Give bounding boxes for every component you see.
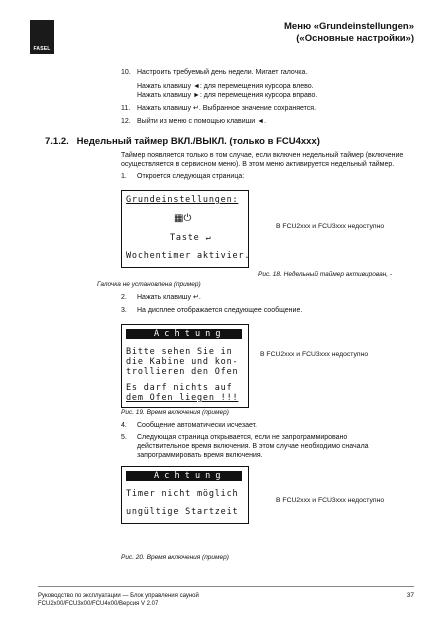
step-number: 1. [121,173,127,180]
lcd-line: Bitte sehen Sie in [126,347,233,357]
lcd-screen-settings [121,190,249,268]
figure-caption: Галочка не установлена (пример) [97,281,201,288]
lcd-line: Taste ↵ [170,233,212,243]
step-text: Следующая страница открывается, если не запрограммировано [137,434,348,441]
footer-text [38,592,199,608]
step-number: 11. [121,105,131,112]
step-text: Нажать клавишу ►: для перемещения курсора вправо. [137,92,318,99]
step-number: 3. [121,307,127,314]
lcd-screen-timer-error [121,466,249,524]
warning-banner [126,471,242,481]
step-number: 2. [121,294,127,301]
lcd-line: Wochentimer aktivier. [126,251,251,261]
brand-logo [30,20,54,54]
header-title: Меню «Grundeinstellungen» [284,21,414,32]
step-text: Нажать клавишу ◄: для перемещения курсора влево. [137,83,314,90]
availability-note: В FCU2xxx и FCU3xxx недоступно [276,223,385,230]
step-number: 12. [121,118,131,125]
lcd-line: dem Ofen liegen !!! [126,393,239,403]
footer-line: FCU2x00/FCU3x00/FCU4x00/Версия V 2.07 [38,601,159,607]
intro-line: Таймер появляется только в том случае, если включен недельный таймер (включение [121,152,404,159]
lcd-line: Es darf nichts auf [126,383,233,393]
step-text: Откроется следующая страница: [137,173,245,180]
figure-caption: Рис. 19. Время включения (пример) [121,409,229,416]
lcd-line: die Kabine und kon- [126,357,239,367]
footer-divider [38,586,414,587]
step-text: Нажать клавишу ↵. [137,294,201,301]
lcd-screen-warning [121,324,249,408]
logo-text: FASEL [33,46,51,52]
step-text: запрограммировать время включения. [137,452,263,459]
step-text: действительное время включения. В этом случае необходимо сначала [137,443,369,450]
header-subtitle: («Основные настройки») [296,33,414,44]
step-number: 10. [121,69,131,76]
warning-title: A c h t u n g [154,329,221,339]
page-number: 37 [406,592,414,599]
lcd-line: trollieren den Ofen [126,367,239,377]
step-text: Нажать клавишу ↵. Выбранное значение сохраняется. [137,105,317,112]
figure-caption: Рис. 20. Время включения (пример) [121,554,229,561]
step-text: Настроить требуемый день недели. Мигает галочка. [137,69,308,76]
lcd-line: ungültige Startzeit [126,507,239,517]
figure-caption: Рис. 18. Недельный таймер активирован, - [258,271,393,278]
step-text: Сообщение автоматически исчезает. [137,422,257,429]
availability-note: В FCU2xxx и FCU3xxx недоступно [276,497,385,504]
warning-banner [126,329,242,339]
warning-title: A c h t u n g [154,471,221,481]
availability-note: В FCU2xxx и FCU3xxx недоступно [260,351,369,358]
section-heading: 7.1.2. Недельный таймер ВКЛ./ВЫКЛ. (только в FCU4xxx) [45,136,320,147]
step-number: 5. [121,434,127,441]
step-text: Выйти из меню с помощью клавиши ◄. [137,118,267,125]
step-text: На дисплее отображается следующее сообщение. [137,307,303,314]
lcd-line: Grundeinstellungen: [126,195,239,205]
intro-line: осуществляется в сервисном меню). В этом меню активируется недельный таймер. [121,161,395,168]
calendar-power-icon: ▦⏻ [174,213,192,224]
footer-line: Руководство по эксплуатации — Блок управления сауной [38,593,199,599]
lcd-line: Timer nicht möglich [126,489,239,499]
step-number: 4. [121,422,127,429]
